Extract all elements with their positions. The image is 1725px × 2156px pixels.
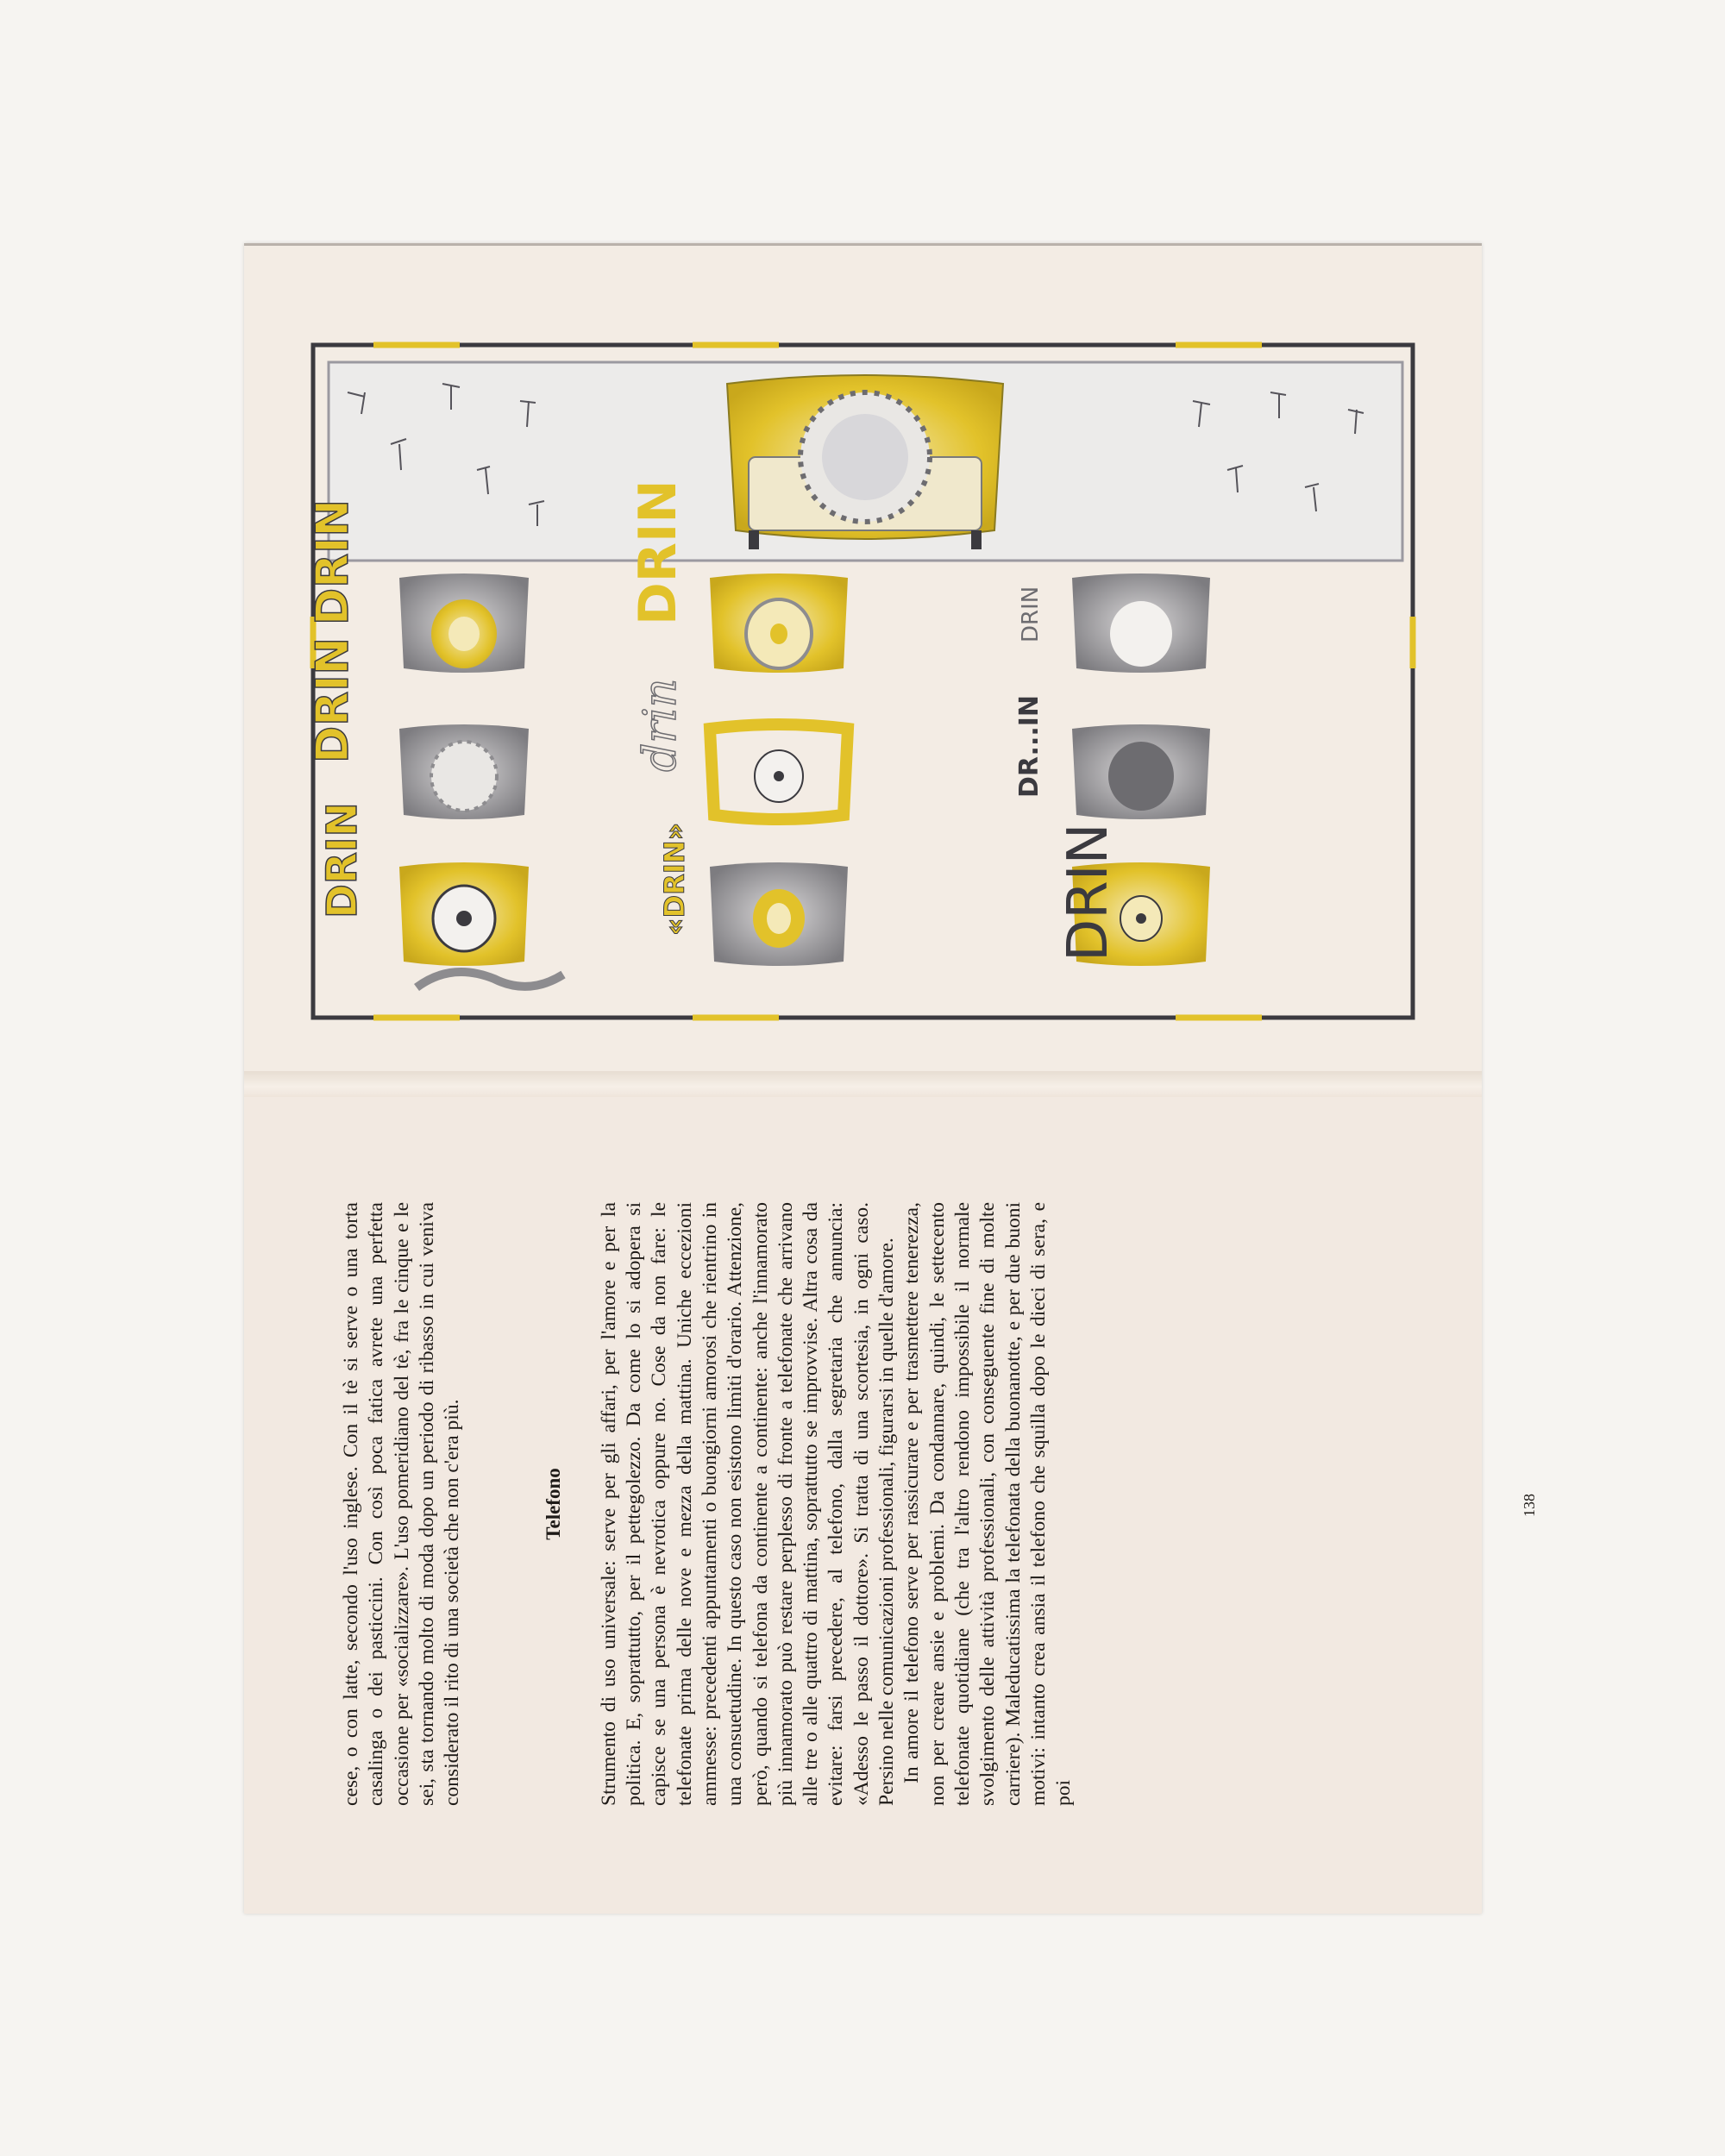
book-gutter: [244, 1071, 1482, 1097]
telephone-illustration: [244, 246, 1482, 1074]
phone-1-label: DRIN: [307, 498, 359, 625]
section-title: Telefono: [543, 1468, 565, 1540]
big-telephone: [727, 375, 1003, 549]
phone-5: [635, 679, 848, 819]
phone-9-label: DRIN: [1057, 823, 1120, 962]
phone-2-label: DRIN: [628, 479, 688, 625]
text-block: [339, 1202, 1076, 1806]
paragraph-telefono-1: Strumento di uso universale: serve per gli affari, per l'amore e per la politica. E, soprattutto, per il pettegolezzo. Da come lo si adopera si capisce se una persona è nevrotica oppure no. Cose da non fare: le telefonate prima delle nove e mezza della mattina. Uniche eccezioni ammesse: precedenti appuntamenti o buongiorni amorosi che rientrino in una consuetudine. In questo caso non esistono limiti d'orario. Attenzione, però, quando si telefona da continente a continente: anche l'innamorato più innamorato può restare perplesso di fronte a telefonate che arrivano alle tre o alle quattro di mattina, soprattutto se improvvise. Altra cosa da evitare: farsi precedere, al telefono, dalla segretaria che annuncia: «Adesso le passo il dottore». Si tratta di una scortesia, in ogni caso. Persino nelle comunicazioni professionali, figurarsi in quelle d'amore.: [597, 1202, 899, 1806]
phone-7: [318, 802, 563, 987]
rotated-text-content: [244, 1097, 1538, 1914]
phone-3-label: DRIN: [1018, 586, 1044, 642]
illustration-page: [244, 243, 1482, 1074]
page-number: 138: [1521, 1494, 1538, 1517]
phone-8: [658, 823, 848, 966]
phone-7-label: DRIN: [318, 802, 367, 918]
phone-4-label: DRIN: [307, 636, 359, 763]
paragraph-telefono-2: In amore il telefono serve per rassicurare e per trasmettere tenerezza, non per creare ansie e problemi. Da condannare, quindi, le settecento telefonate quotidiane (che tra l'altro rendono impossibile il normale svolgimento delle attività professionali, con conseguente fine di molte carriere). Maleducatissima la telefonata della buonanotte, e per due buoni motivi: intanto crea ansia il telefono che squilla dopo le dieci di sera, e poi: [900, 1202, 1076, 1806]
phone-8-label: «DRIN»: [658, 822, 691, 936]
paragraph-continued: cese, o con latte, secondo l'uso inglese. Con il tè si serve o una torta casalinga o dei pasticcini. Con così poca fatica avrete una perfetta occasione per «socializzare». L'uso pomeridiano del tè, fra le cinque e le sei, sta tornando molto di moda dopo un periodo di ribasso in cui veniva considerato il rito di una società che non c'era più.: [340, 1202, 464, 1806]
phone-9: [1057, 824, 1210, 967]
open-book: [244, 243, 1538, 1914]
phone-6: [1014, 695, 1210, 819]
phone-6-label: DR...IN: [1014, 694, 1044, 798]
text-page: [244, 1097, 1538, 1914]
phone-3: [1018, 573, 1210, 673]
phone-5-label: drin: [635, 678, 687, 772]
